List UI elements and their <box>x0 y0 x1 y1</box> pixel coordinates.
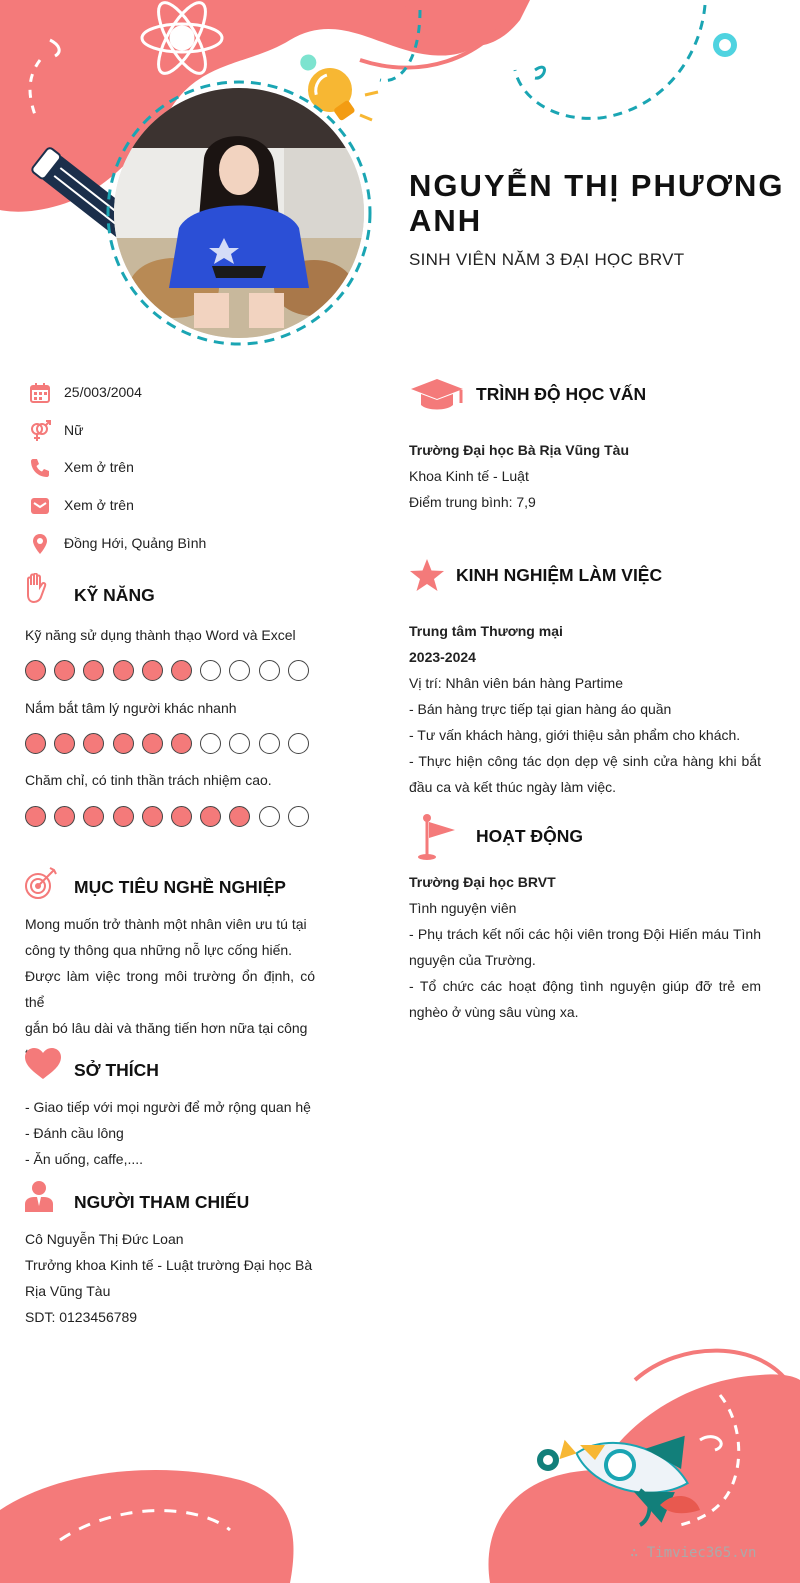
hand-icon <box>24 573 48 605</box>
skills-title: KỸ NĂNG <box>74 585 155 605</box>
skill-rating-dot <box>83 806 104 827</box>
education-text: Trường Đại học Bà Rịa Vũng Tàu Khoa Kinh tế - Luật Điểm trung bình: 7,9 <box>409 442 630 510</box>
reference-text: Cô Nguyễn Thị Đức Loan Trưởng khoa Kinh tế - Luật trường Đại học Bà Rịa Vũng Tàu SDT: 0123456789 <box>25 1231 313 1325</box>
skill-rating <box>25 806 325 828</box>
skill-rating-dot <box>113 733 134 754</box>
skill-label: Nắm bắt tâm lý người khác nhanh <box>25 700 237 716</box>
experience-text: Trung tâm Thương mại 2023-2024 Vị trí: Nhân viên bán hàng Partime - Bán hàng trực tiếp tại gian hàng áo quần - Tư vấn khách hàng, giới thiệu sản phẩm cho khách. - Thực hiện công tác dọn dẹp vệ sinh cửa hàng khi bắt đầu ca và kết thúc ngày làm việc. <box>409 623 761 795</box>
skill-rating-dot <box>25 660 46 681</box>
skill-rating-dot <box>83 660 104 681</box>
skill-rating-dot <box>25 733 46 754</box>
gender-icon <box>28 419 52 443</box>
heart-icon <box>24 1047 62 1081</box>
candidate-name: NGUYỄN THỊ PHƯƠNG ANH <box>409 168 785 238</box>
skill-rating-dot <box>113 660 134 681</box>
skill-rating-dot <box>25 806 46 827</box>
skill-rating-dot <box>171 806 192 827</box>
email-icon <box>28 494 52 518</box>
hobbies-text: - Giao tiếp với mọi người để mở rộng quan hệ - Đánh cầu lông - Ăn uống, caffe,.... <box>25 1099 311 1167</box>
contact-email: Xem ở trên <box>28 494 328 518</box>
skill-rating-dot <box>229 733 250 754</box>
skill-rating-dot <box>171 660 192 681</box>
skill-rating-dot <box>142 806 163 827</box>
reference-title: NGƯỜI THAM CHIẾU <box>74 1192 250 1212</box>
skill-rating <box>25 660 325 682</box>
contact-gender: Nữ <box>28 419 328 443</box>
skill-rating-dot <box>288 806 309 827</box>
activities-text: Trường Đại học BRVT Tình nguyện viên - Phụ trách kết nối các hội viên trong Đội Hiến máu Tình nguyện của Trường. - Tổ chức các hoạt động tình nguyện giúp đỡ trẻ em nghèo ở vùng sâu vùng xa. <box>409 874 761 1020</box>
profile-photo <box>114 88 364 338</box>
location-pin-icon <box>28 532 52 556</box>
contact-birthdate: 25/003/2004 <box>28 381 328 405</box>
skill-rating-dot <box>288 733 309 754</box>
skill-rating-dot <box>200 660 221 681</box>
objective-text: Mong muốn trở thành một nhân viên ưu tú tại công ty thông qua những nỗ lực cống hiến. Được làm việc trong môi trường ổn định, có thể gắn bó lâu dài và thăng tiến hơn nữa tại công <box>25 916 315 1036</box>
phone-icon <box>28 456 52 480</box>
skill-rating-dot <box>113 806 134 827</box>
watermark: ∴ Timviec365.vn <box>630 1545 757 1561</box>
star-icon <box>409 558 445 592</box>
skill-rating-dot <box>54 733 75 754</box>
skill-rating-dot <box>259 733 280 754</box>
skill-rating-dot <box>171 733 192 754</box>
skill-rating-dot <box>259 660 280 681</box>
skill-rating-dot <box>288 660 309 681</box>
skill-rating-dot <box>200 806 221 827</box>
hobbies-title: SỞ THÍCH <box>74 1060 159 1080</box>
skill-label: Kỹ năng sử dụng thành thạo Word và Excel <box>25 627 296 643</box>
graduation-cap-icon <box>409 377 465 413</box>
skill-rating-dot <box>229 806 250 827</box>
experience-title: KINH NGHIỆM LÀM VIỆC <box>456 565 663 585</box>
skill-rating-dot <box>142 733 163 754</box>
calendar-icon <box>28 381 52 405</box>
contact-phone: Xem ở trên <box>28 456 328 480</box>
skill-rating-dot <box>259 806 280 827</box>
education-title: TRÌNH ĐỘ HỌC VẤN <box>476 384 647 404</box>
skill-rating-dot <box>54 806 75 827</box>
flag-icon <box>409 812 459 862</box>
skill-rating <box>25 733 325 755</box>
skill-rating-dot <box>83 733 104 754</box>
skill-rating-dot <box>54 660 75 681</box>
skill-label: Chăm chỉ, có tinh thần trách nhiệm cao. <box>25 772 272 788</box>
skill-rating-dot <box>229 660 250 681</box>
person-icon <box>24 1180 54 1212</box>
skill-rating-dot <box>200 733 221 754</box>
skill-rating-dot <box>142 660 163 681</box>
objective-title: MỤC TIÊU NGHỀ NGHIỆP <box>74 877 286 897</box>
target-icon <box>24 866 58 900</box>
candidate-subtitle: SINH VIÊN NĂM 3 ĐẠI HỌC BRVT <box>409 250 685 269</box>
activities-title: HOẠT ĐỘNG <box>476 826 583 846</box>
contact-address: Đồng Hới, Quảng Bình <box>28 532 328 556</box>
